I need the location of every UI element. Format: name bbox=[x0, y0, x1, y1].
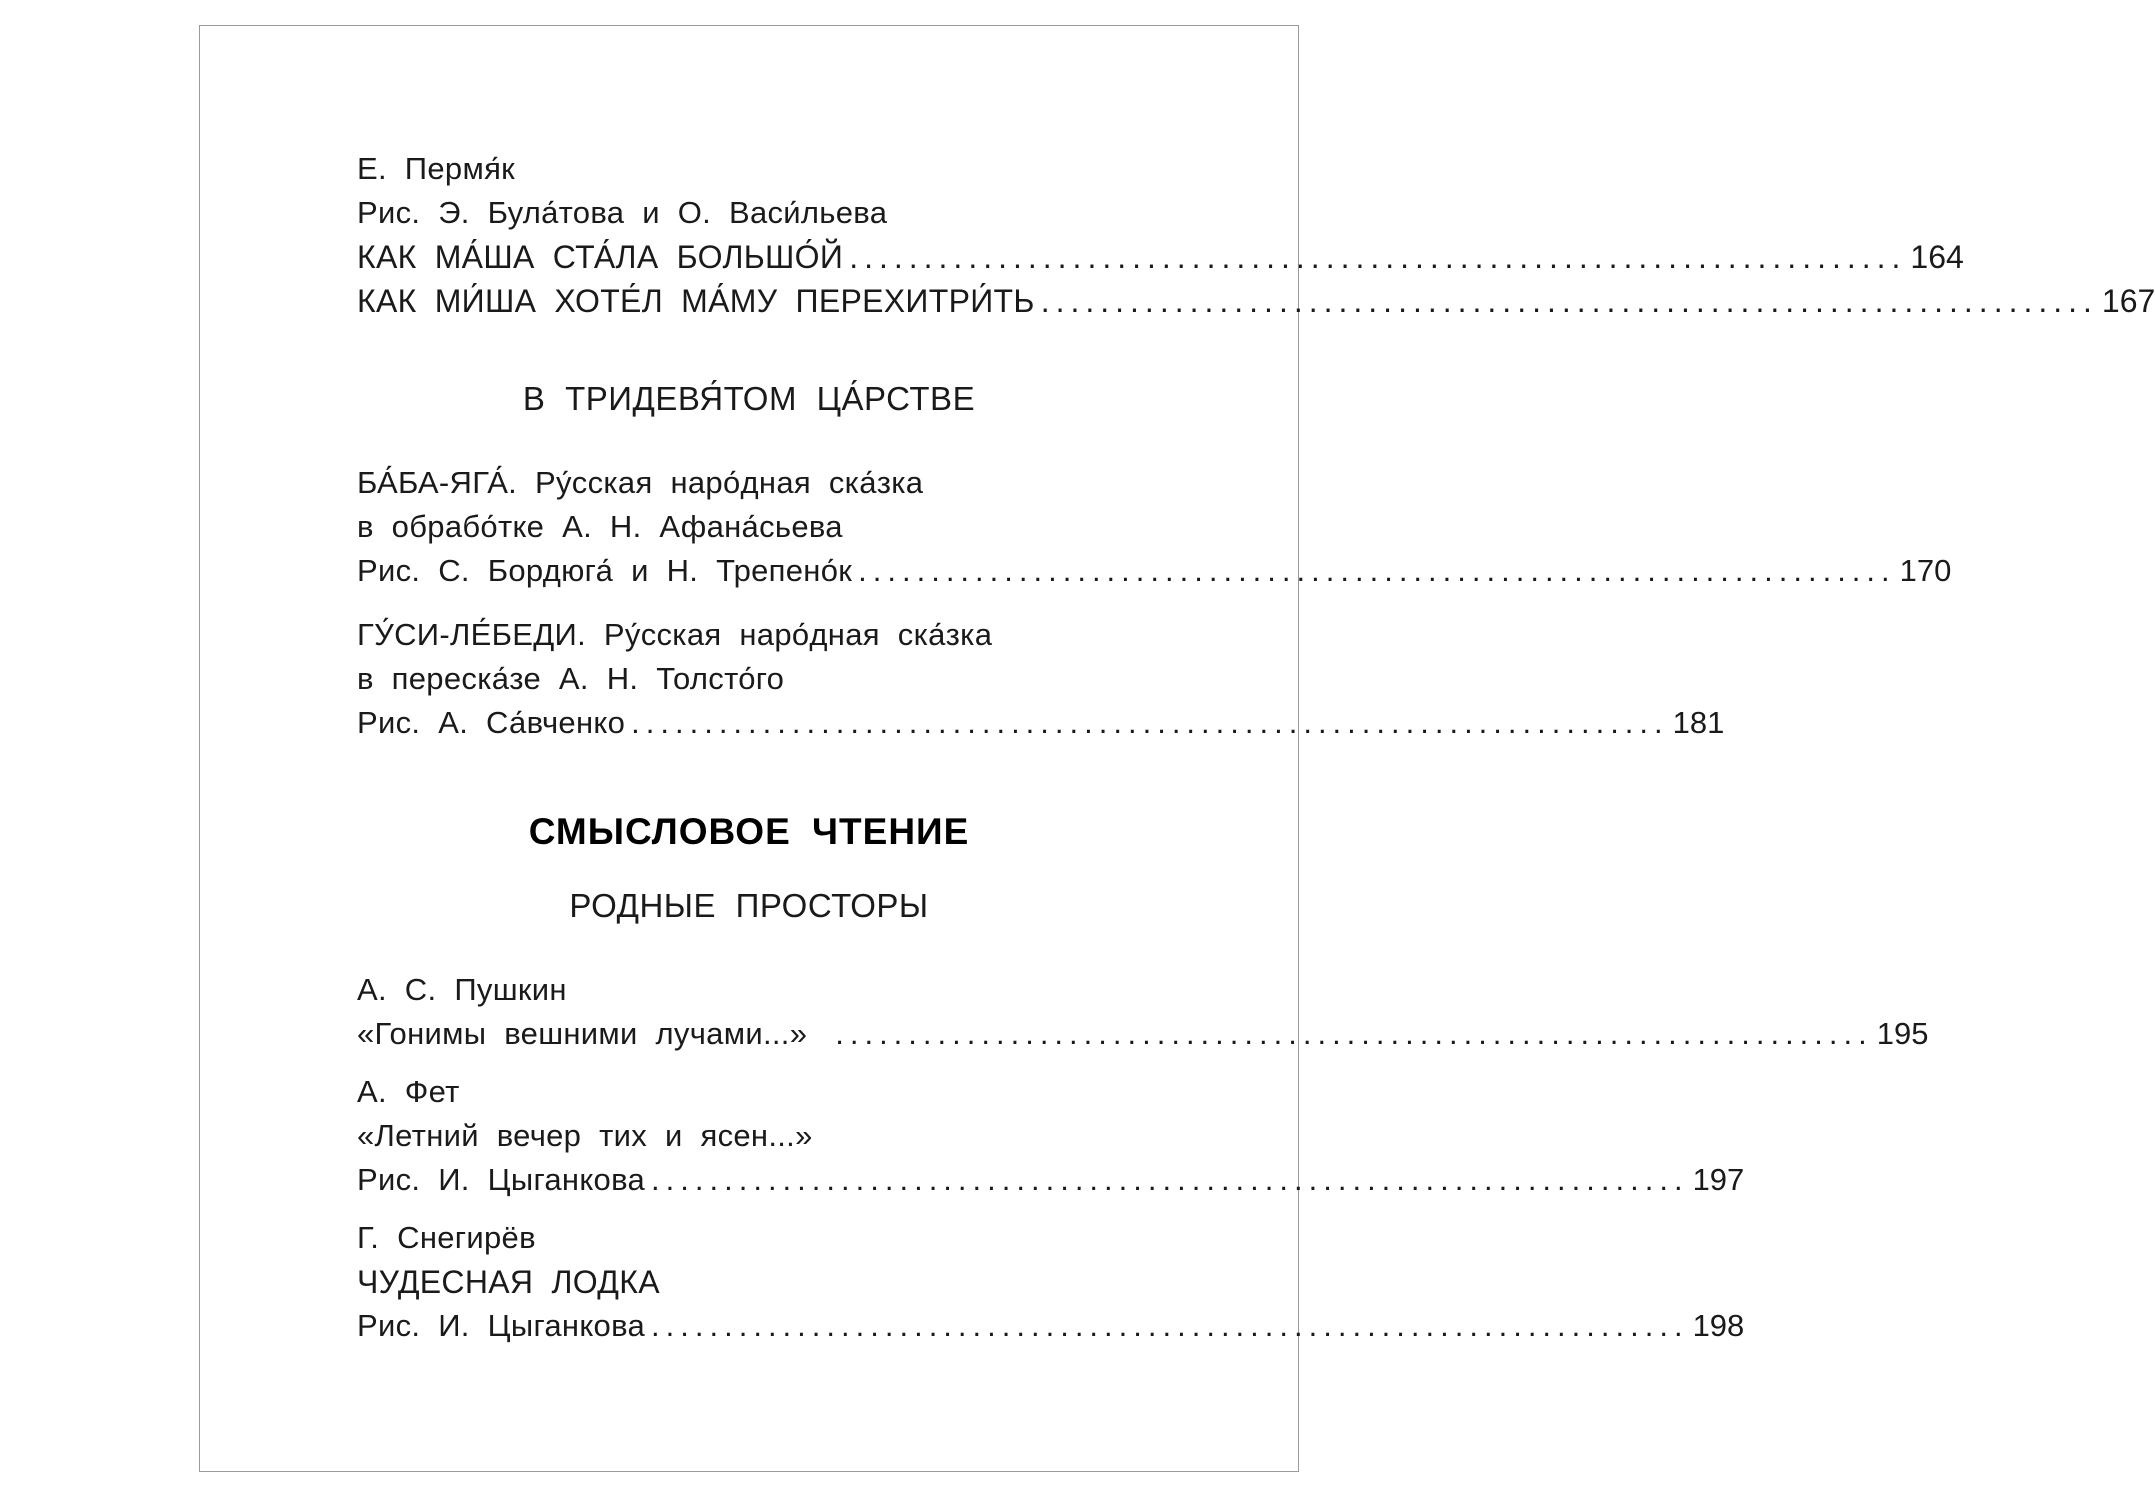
dot-leader: ....................................................................... bbox=[1040, 283, 2098, 319]
dot-leader: ....................................................................... bbox=[631, 705, 1669, 740]
entry-illustrators: Рис. С. Бордюга́ и Н. Трепено́к bbox=[357, 553, 853, 588]
dot-leader: ....................................................................... bbox=[835, 1016, 1873, 1051]
snegirev-story-title: ЧУДЕСНАЯ ЛОДКА bbox=[357, 1264, 660, 1300]
page-number: 164 bbox=[1910, 239, 1964, 275]
author-snegirev: Г. Снегирёв bbox=[357, 1220, 536, 1255]
section-heading-tridevyatom: В ТРИДЕВЯ́ТОМ ЦА́РСТВЕ bbox=[522, 380, 976, 417]
gusi-title-line: ГУ́СИ-ЛЕ́БЕДИ. Ру́сская наро́дная ска́зка bbox=[357, 617, 993, 652]
author-pushkin: А. С. Пушкин bbox=[357, 972, 567, 1007]
toc-entry-misha[interactable] bbox=[357, 279, 2155, 323]
page-number: 198 bbox=[1692, 1308, 1745, 1343]
toc-entry-gusi[interactable] bbox=[357, 701, 1725, 745]
gusi-adaptation-line: в переска́зе А. Н. Толсто́го bbox=[357, 661, 785, 696]
babayaga-title-line: БА́БА-ЯГА́. Ру́сская наро́дная ска́зка bbox=[357, 465, 924, 500]
dot-leader: ....................................................................... bbox=[651, 1162, 1689, 1197]
dot-leader: ....................................................................... bbox=[858, 553, 1896, 588]
author-fet: А. Фет bbox=[357, 1074, 460, 1109]
page-number: 181 bbox=[1672, 705, 1725, 740]
entry-illustrator: Рис. А. Са́вченко bbox=[357, 705, 626, 740]
entry-title: «Гонимы вешними лучами...» bbox=[357, 1016, 808, 1051]
toc-entry-masha[interactable] bbox=[357, 235, 1964, 279]
toc-entry-babayaga[interactable] bbox=[357, 549, 1952, 593]
entry-illustrator: Рис. И. Цыганкова bbox=[357, 1308, 646, 1343]
dot-leader: ....................................................................... bbox=[651, 1308, 1689, 1343]
toc-entry-fet[interactable] bbox=[357, 1158, 1745, 1202]
toc-entry-pushkin[interactable] bbox=[357, 1012, 1929, 1056]
entry-illustrator: Рис. И. Цыганкова bbox=[357, 1162, 646, 1197]
author-permyak: Е. Пермя́к bbox=[357, 151, 516, 186]
page-number: 167 bbox=[2101, 283, 2155, 319]
entry-title: КАК МА́ША СТА́ЛА БОЛЬШО́Й bbox=[357, 239, 844, 275]
fet-poem-title: «Летний вечер тих и ясен...» bbox=[357, 1118, 813, 1153]
page-number: 170 bbox=[1899, 553, 1952, 588]
page-number: 197 bbox=[1692, 1162, 1745, 1197]
toc-entry-snegirev[interactable] bbox=[357, 1304, 1745, 1348]
page-number: 195 bbox=[1876, 1016, 1929, 1051]
babayaga-adaptation-line: в обрабо́тке А. Н. Афана́сьева bbox=[357, 509, 843, 544]
entry-title: КАК МИ́ША ХОТЕ́Л МА́МУ ПЕРЕХИТРИ́ТЬ bbox=[357, 283, 1035, 319]
section-heading-rodnye-prostory: РОДНЫЕ ПРОСТОРЫ bbox=[569, 887, 929, 924]
part-heading-smyslovoe-chtenie: СМЫСЛОВОЕ ЧТЕНИЕ bbox=[528, 811, 970, 852]
dot-leader: ....................................................................... bbox=[849, 239, 1907, 275]
illustrators-permyak: Рис. Э. Була́това и О. Васи́льева bbox=[357, 195, 888, 230]
